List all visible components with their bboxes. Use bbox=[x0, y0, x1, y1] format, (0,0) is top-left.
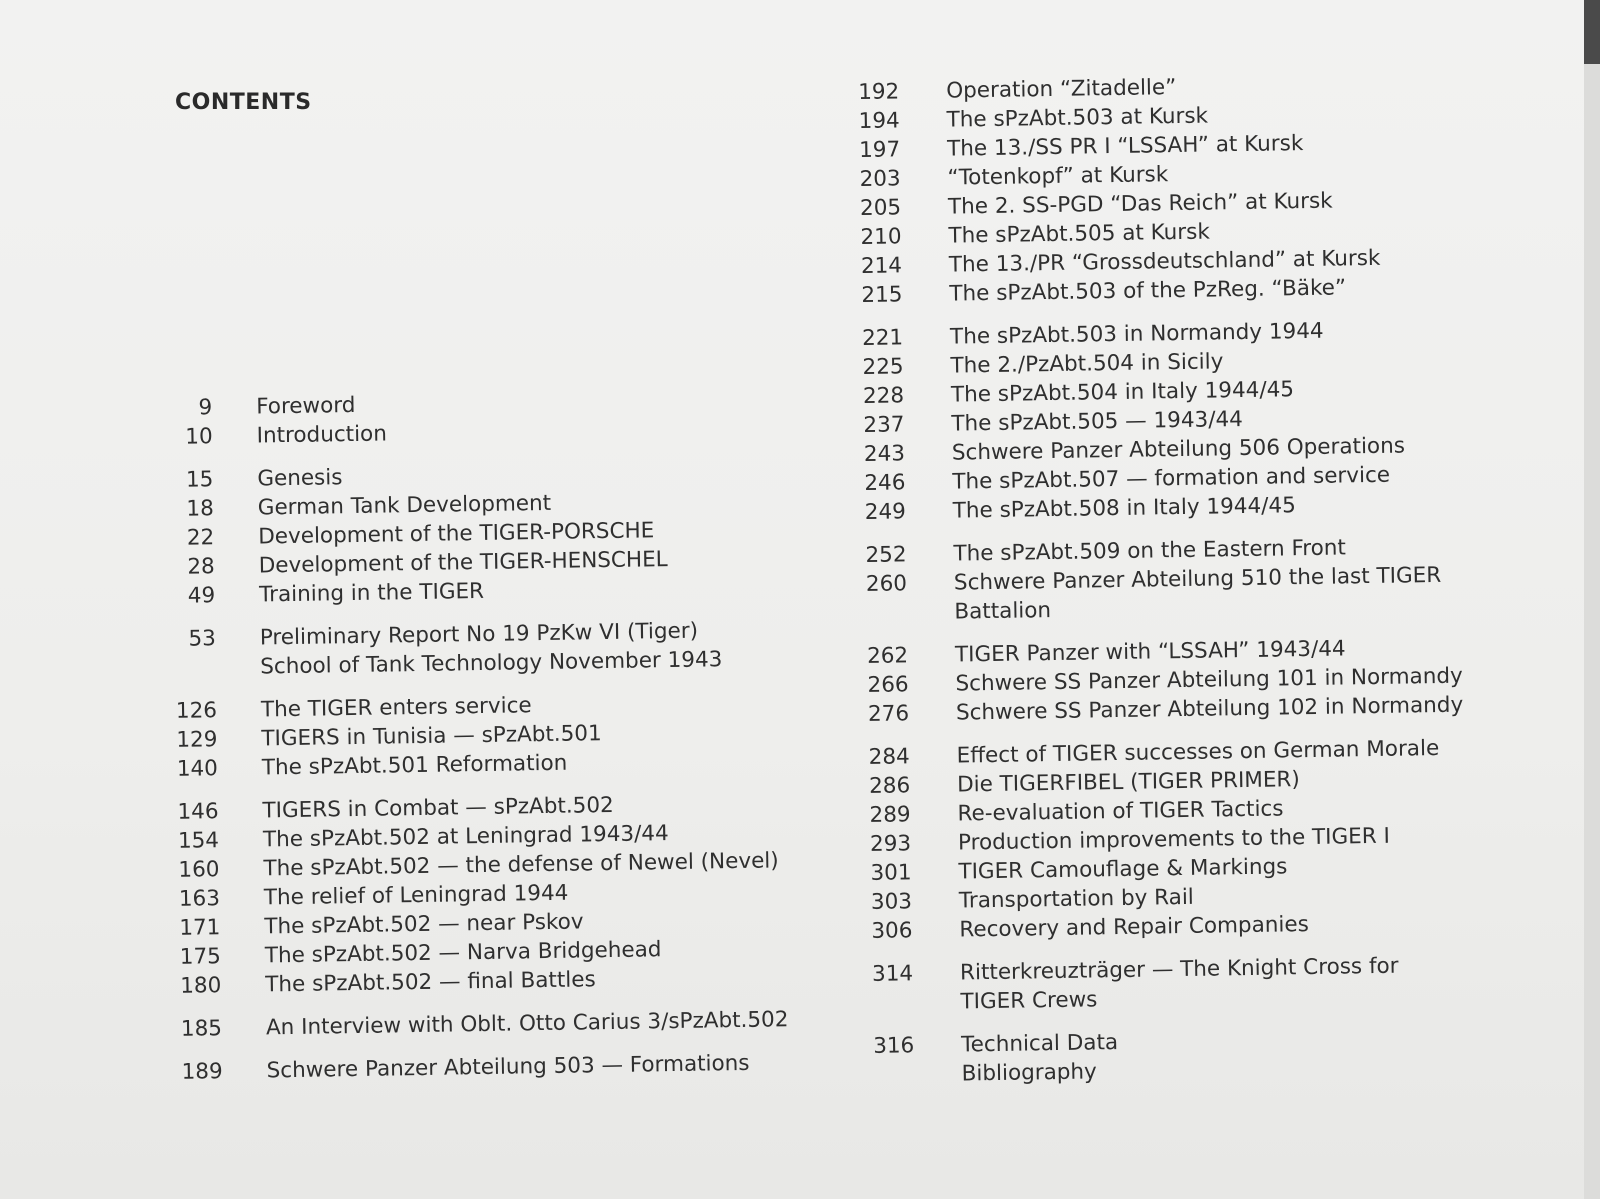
chapter-title-line: School of Tank Technology November 1943 bbox=[260, 647, 723, 680]
chapter-title-line: Re-evaluation of TIGER Tactics bbox=[957, 796, 1284, 827]
page-number: 180 bbox=[180, 973, 222, 999]
page-number: 210 bbox=[860, 224, 902, 250]
page-number: 225 bbox=[862, 354, 904, 380]
chapter-title-line: Development of the TIGER-HENSCHEL bbox=[258, 547, 668, 579]
page-number: 266 bbox=[867, 672, 909, 698]
page-number: 49 bbox=[187, 583, 216, 609]
page-number: 276 bbox=[867, 701, 910, 727]
chapter-title-line: Introduction bbox=[256, 421, 388, 449]
contents-entry bbox=[164, 615, 783, 683]
contents-group bbox=[166, 788, 788, 1001]
page-number: 9 bbox=[198, 395, 213, 421]
page-number: 197 bbox=[858, 137, 901, 163]
page-number: 260 bbox=[865, 571, 908, 597]
page-number: 146 bbox=[177, 799, 219, 825]
chapter-title-line: The sPzAbt.502 — the defense of Newel (Nevel) bbox=[263, 848, 779, 882]
chapter-title-line: Technical Data bbox=[961, 1030, 1119, 1058]
contents-column-left bbox=[160, 384, 790, 1101]
chapter-title-line: TIGER Camouflage & Markings bbox=[958, 854, 1288, 885]
chapter-title bbox=[948, 187, 1333, 222]
chapter-title bbox=[266, 1005, 789, 1042]
page-number: 221 bbox=[861, 325, 904, 351]
chapter-title-line: The TIGER enters service bbox=[260, 693, 532, 723]
chapter-title-line: TIGER Crews bbox=[960, 987, 1098, 1015]
chapter-title-line: Foreword bbox=[256, 392, 356, 420]
book-edge bbox=[1584, 0, 1600, 64]
chapter-title bbox=[948, 217, 1210, 250]
page-number: 175 bbox=[179, 944, 222, 970]
chapter-title-line: Schwere SS Panzer Abteilung 101 in Normandy bbox=[955, 663, 1463, 697]
page-number: 129 bbox=[176, 727, 218, 753]
chapter-title bbox=[959, 883, 1194, 916]
chapter-title-line: Ritterkreuzträger — The Knight Cross for bbox=[959, 953, 1399, 986]
page-number: 306 bbox=[871, 918, 913, 944]
chapter-title-line: TIGERS in Combat — sPzAbt.502 bbox=[262, 792, 614, 824]
page-number: 214 bbox=[860, 253, 903, 279]
chapter-title bbox=[954, 561, 1442, 627]
page-number: 252 bbox=[865, 542, 907, 568]
page-number: 314 bbox=[871, 961, 914, 987]
chapter-title-line: The 13./PR “Grossdeutschland” at Kursk bbox=[948, 245, 1381, 278]
chapter-title-line: Schwere Panzer Abteilung 510 the last TIGER bbox=[953, 562, 1442, 596]
chapter-title-line: Transportation by Rail bbox=[958, 884, 1194, 914]
page-number: 189 bbox=[181, 1059, 223, 1085]
page-number: 289 bbox=[869, 802, 911, 828]
chapter-title bbox=[256, 391, 356, 422]
chapter-title-line: Preliminary Report No 19 PzKw VI (Tiger) bbox=[259, 618, 699, 651]
chapter-title bbox=[259, 577, 484, 610]
chapter-title bbox=[260, 616, 723, 681]
chapter-title bbox=[947, 160, 1168, 192]
page-number: 303 bbox=[870, 889, 913, 915]
chapter-title-line: The sPzAbt.503 in Normandy 1944 bbox=[949, 318, 1324, 350]
chapter-title bbox=[262, 749, 568, 783]
chapter-title-line: Die TIGERFIBEL (TIGER PRIMER) bbox=[956, 767, 1300, 798]
chapter-title bbox=[947, 129, 1304, 164]
page-number: 203 bbox=[859, 166, 901, 192]
page-number: 228 bbox=[862, 383, 905, 409]
chapter-title-line: Operation “Zitadelle” bbox=[946, 75, 1177, 104]
chapter-title bbox=[946, 73, 1177, 106]
chapter-title bbox=[960, 952, 1399, 1017]
chapter-title-line: German Tank Development bbox=[257, 490, 552, 521]
chapter-title bbox=[950, 317, 1324, 352]
page-number: 284 bbox=[868, 744, 910, 770]
chapter-title-line: The sPzAbt.507 — formation and service bbox=[952, 462, 1391, 495]
contents-group bbox=[868, 734, 1466, 946]
page-number: 10 bbox=[185, 424, 213, 450]
page-number: 249 bbox=[864, 499, 907, 525]
page-number: 286 bbox=[868, 773, 911, 799]
contents-group bbox=[161, 456, 782, 611]
page-number: 154 bbox=[177, 828, 220, 854]
chapter-title-line: “Totenkopf” at Kursk bbox=[947, 162, 1169, 191]
contents-group bbox=[858, 69, 1457, 310]
page-number: 194 bbox=[858, 108, 900, 134]
chapter-title-line: The sPzAbt.502 — Narva Bridgehead bbox=[264, 937, 662, 969]
chapter-title-line: The sPzAbt.502 — final Battles bbox=[265, 967, 596, 998]
book-edge-lower bbox=[1584, 64, 1600, 1199]
chapter-title-line: The 13./SS PR I “LSSAH” at Kursk bbox=[946, 131, 1304, 162]
chapter-title-line: The sPzAbt.505 — 1943/44 bbox=[951, 406, 1244, 437]
page-number: 237 bbox=[863, 412, 905, 438]
chapter-title bbox=[256, 419, 387, 450]
contents-group bbox=[170, 1048, 789, 1087]
chapter-title bbox=[958, 852, 1287, 886]
chapter-title bbox=[266, 1049, 749, 1086]
chapter-title-line: TIGERS in Tunisia — sPzAbt.501 bbox=[261, 721, 602, 752]
contents-group bbox=[164, 615, 783, 683]
page-number: 293 bbox=[869, 831, 912, 857]
chapter-title-line: Schwere Panzer Abteilung 506 Operations bbox=[951, 433, 1406, 466]
contents-entry bbox=[873, 1023, 1469, 1090]
chapter-title-line: The sPzAbt.503 at Kursk bbox=[946, 103, 1209, 133]
contents-group bbox=[867, 633, 1464, 729]
contents-entry bbox=[170, 1005, 789, 1044]
chapter-title bbox=[949, 273, 1346, 308]
chapter-title bbox=[265, 935, 662, 970]
page-number: 28 bbox=[187, 554, 215, 580]
contents-entry bbox=[872, 951, 1468, 1018]
page-number: 163 bbox=[178, 886, 221, 912]
contents-group bbox=[165, 687, 785, 784]
contents-entry bbox=[866, 561, 1462, 628]
chapter-title-line: Schwere Panzer Abteilung 503 — Formations bbox=[266, 1050, 750, 1084]
chapter-title-line: The sPzAbt.505 at Kursk bbox=[948, 219, 1211, 249]
chapter-title-line: The sPzAbt.502 — near Pskov bbox=[264, 909, 584, 940]
chapter-title-line: Genesis bbox=[257, 465, 343, 492]
chapter-title-line: Bibliography bbox=[961, 1059, 1097, 1087]
chapter-title bbox=[950, 347, 1223, 380]
chapter-title-line: Battalion bbox=[954, 598, 1052, 625]
page-number: 246 bbox=[864, 470, 906, 496]
page-number: 126 bbox=[175, 698, 218, 724]
page-number: 171 bbox=[179, 915, 221, 941]
chapter-title bbox=[258, 489, 552, 523]
contents-group bbox=[862, 315, 1460, 527]
chapter-title bbox=[953, 491, 1296, 525]
contents-group bbox=[865, 532, 1462, 628]
contents-group bbox=[160, 384, 779, 452]
chapter-title-line: Production improvements to the TIGER I bbox=[957, 823, 1391, 856]
chapter-title bbox=[261, 691, 532, 724]
contents-group bbox=[170, 1005, 789, 1044]
page-number: 18 bbox=[186, 496, 215, 522]
page-number: 160 bbox=[178, 857, 220, 883]
contents-group bbox=[873, 1023, 1469, 1090]
chapter-title-line: The sPzAbt.502 at Leningrad 1943/44 bbox=[262, 821, 669, 853]
page-number: 316 bbox=[873, 1033, 915, 1059]
chapter-title bbox=[265, 965, 596, 999]
chapter-title-line: TIGER Panzer with “LSSAH” 1943/44 bbox=[954, 636, 1346, 668]
chapter-title-line: Effect of TIGER successes on German Morale bbox=[956, 735, 1440, 769]
chapter-title bbox=[961, 1028, 1119, 1088]
page-number: 15 bbox=[185, 467, 214, 493]
chapter-title-line: The sPzAbt.501 Reformation bbox=[261, 750, 568, 781]
chapter-title-line: The 2./PzAbt.504 in Sicily bbox=[950, 349, 1224, 379]
chapter-title bbox=[257, 463, 343, 493]
page-number: 262 bbox=[866, 643, 909, 669]
page-number: 140 bbox=[176, 756, 219, 782]
chapter-title-line: Recovery and Repair Companies bbox=[959, 912, 1310, 943]
page-number: 215 bbox=[861, 282, 903, 308]
page-title: CONTENTS bbox=[175, 90, 312, 115]
chapter-title-line: The sPzAbt.503 of the PzReg. “Bäke” bbox=[949, 275, 1347, 307]
page-number: 185 bbox=[180, 1016, 223, 1042]
page-number: 192 bbox=[858, 79, 900, 105]
chapter-title bbox=[946, 102, 1208, 135]
chapter-title-line: The relief of Leningrad 1944 bbox=[263, 880, 569, 911]
chapter-title-line: Training in the TIGER bbox=[258, 578, 485, 608]
chapter-title-line: The 2. SS-PGD “Das Reich” at Kursk bbox=[947, 188, 1333, 220]
chapter-title bbox=[951, 405, 1243, 439]
page-number: 53 bbox=[188, 626, 217, 652]
chapter-title bbox=[959, 910, 1309, 944]
chapter-title-line: Development of the TIGER-PORSCHE bbox=[258, 518, 655, 550]
chapter-title-line: Schwere SS Panzer Abteilung 102 in Normandy bbox=[955, 692, 1464, 726]
chapter-title bbox=[951, 375, 1294, 409]
page-number: 205 bbox=[859, 195, 902, 221]
chapter-title-line: The sPzAbt.509 on the Eastern Front bbox=[953, 535, 1347, 567]
contents-column-right bbox=[858, 69, 1469, 1104]
chapter-title-line: The sPzAbt.504 in Italy 1944/45 bbox=[950, 377, 1295, 408]
chapter-title-line: The sPzAbt.508 in Italy 1944/45 bbox=[952, 493, 1296, 524]
page-number: 301 bbox=[870, 860, 912, 886]
page-number: 243 bbox=[863, 441, 906, 467]
chapter-title-line: An Interview with Oblt. Otto Carius 3/sPzAbt.502 bbox=[265, 1007, 789, 1041]
page-number: 22 bbox=[186, 525, 215, 551]
contents-entry bbox=[170, 1048, 789, 1087]
contents-group bbox=[872, 951, 1468, 1018]
